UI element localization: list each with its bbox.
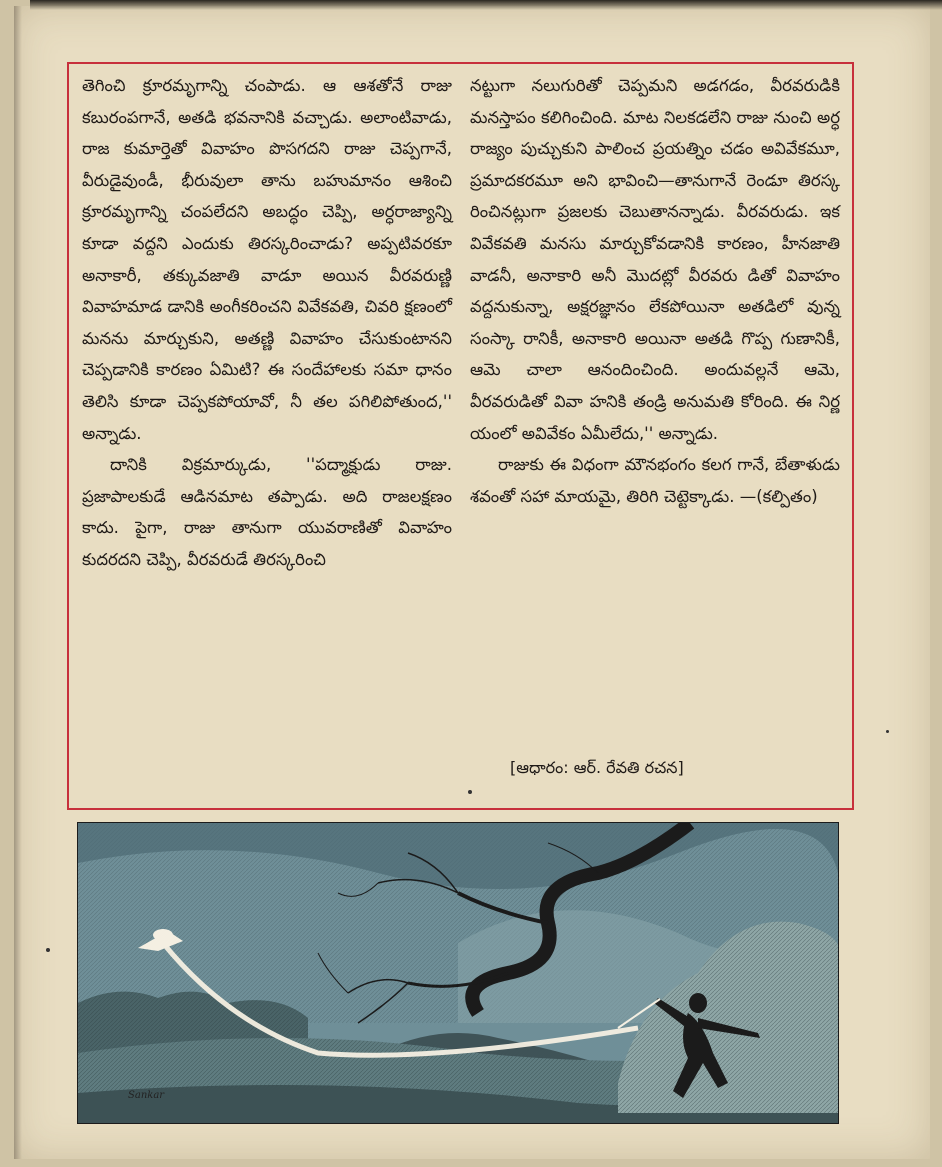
story-left-column (82, 70, 452, 576)
vetala-scene-drawing (78, 823, 839, 1124)
print-speck (46, 948, 50, 952)
artist-signature: Sankar (128, 1090, 165, 1101)
story-paragraph: దానికి విక్రమార్కుడు, ''పద్మాక్షుడు రాజు. ప్రజాపాలకుడే ఆడినమాట తప్పాడు. అది రాజలక్షణం కాదు. పైగా, రాజు తానుగా యువరాణితో వివాహం కుదరదని చెప్పి, వీరవరుడే తిరస్కరించి (82, 455, 452, 569)
story-illustration (77, 822, 839, 1124)
story-paragraph: నట్టుగా నలుగురితో చెప్పమని అడగడం, వీరవరుడికి మనస్తాపం కలిగించింది. మాట నిలకడలేని రాజు నుంచి అర్ధ రాజ్యం పుచ్చుకుని పాలించ ప్రయత్నిం చడం అవివేకమూ, ప్రమాదకరమూ అని భావించి—తానుగానే రెండూ తిరస్క రించినట్లుగా ప్రజలకు చెబుతానన్నాడు. వీరవరుడు. ఇక వివేకవతి మనసు మార్చుకోవడానికి కారణం, హీనజాతి వాడనీ, అనాకారి అనీ మొదట్లో వీరవరు డితో వివాహం వద్దనుకున్నా, అక్షరజ్ఞానం లేకపోయినా అతడిలో వున్న సంస్కా రానికీ, అనాకారి అయినా అతడి గొప్ప గుణానికీ, ఆమె చాలా ఆనందించింది. అందువల్లనే ఆమె, వీరవరుడితో వివా హనికి తండ్రి అనుమతి కోరింది. ఈ నిర్ణ యంలో అవివేకం ఏమీలేదు,'' అన్నాడు. (470, 76, 840, 443)
print-speck (886, 730, 889, 733)
page-gutter-shadow (14, 6, 22, 1159)
story-paragraph: రాజుకు ఈ విధంగా మౌనభంగం కలగ గానే, బేతాళుడు శవంతో సహా మాయమై, తిరిగి చెట్టెక్కాడు. —(కల్పితం) (470, 455, 840, 506)
source-attribution: [ఆధారం: ఆర్. రేవతి రచన] (510, 758, 684, 777)
story-paragraph: తెగించి క్రూరమృగాన్ని చంపాడు. ఆ ఆశతోనే రాజు కబురంపగానే, అతడి భవనానికి వచ్చాడు. అలాంటివాడు, రాజ కుమార్తెతో వివాహం పొసగదని రాజు చెప్పగానే, వీరుడైవుండీ, భీరువులా తాను బహుమానం ఆశించి క్రూరమృగాన్ని చంపలేదని అబద్ధం చెప్పి, అర్ధరాజ్యాన్ని కూడా వద్దని ఎందుకు తిరస్కరించాడు? అప్పటివరకూ అనాకారీ, తక్కువజాతి వాడూ అయిన వీరవరుణ్ణి వివాహమాడ డానికి అంగీకరించని వివేకవతి, చివరి క్షణంలో మనను మార్చుకుని, అతణ్ణి వివాహం చేసుకుంటానని చెప్పడానికి కారణం ఏమిటి? ఈ సందేహాలకు సమా ధానం తెలిసి కూడా చెప్పకపోయావో, నీ తల పగిలిపోతుంద,'' అన్నాడు. (82, 76, 452, 443)
story-right-column (470, 70, 840, 512)
print-speck (468, 790, 472, 794)
scan-shadow (30, 0, 942, 10)
